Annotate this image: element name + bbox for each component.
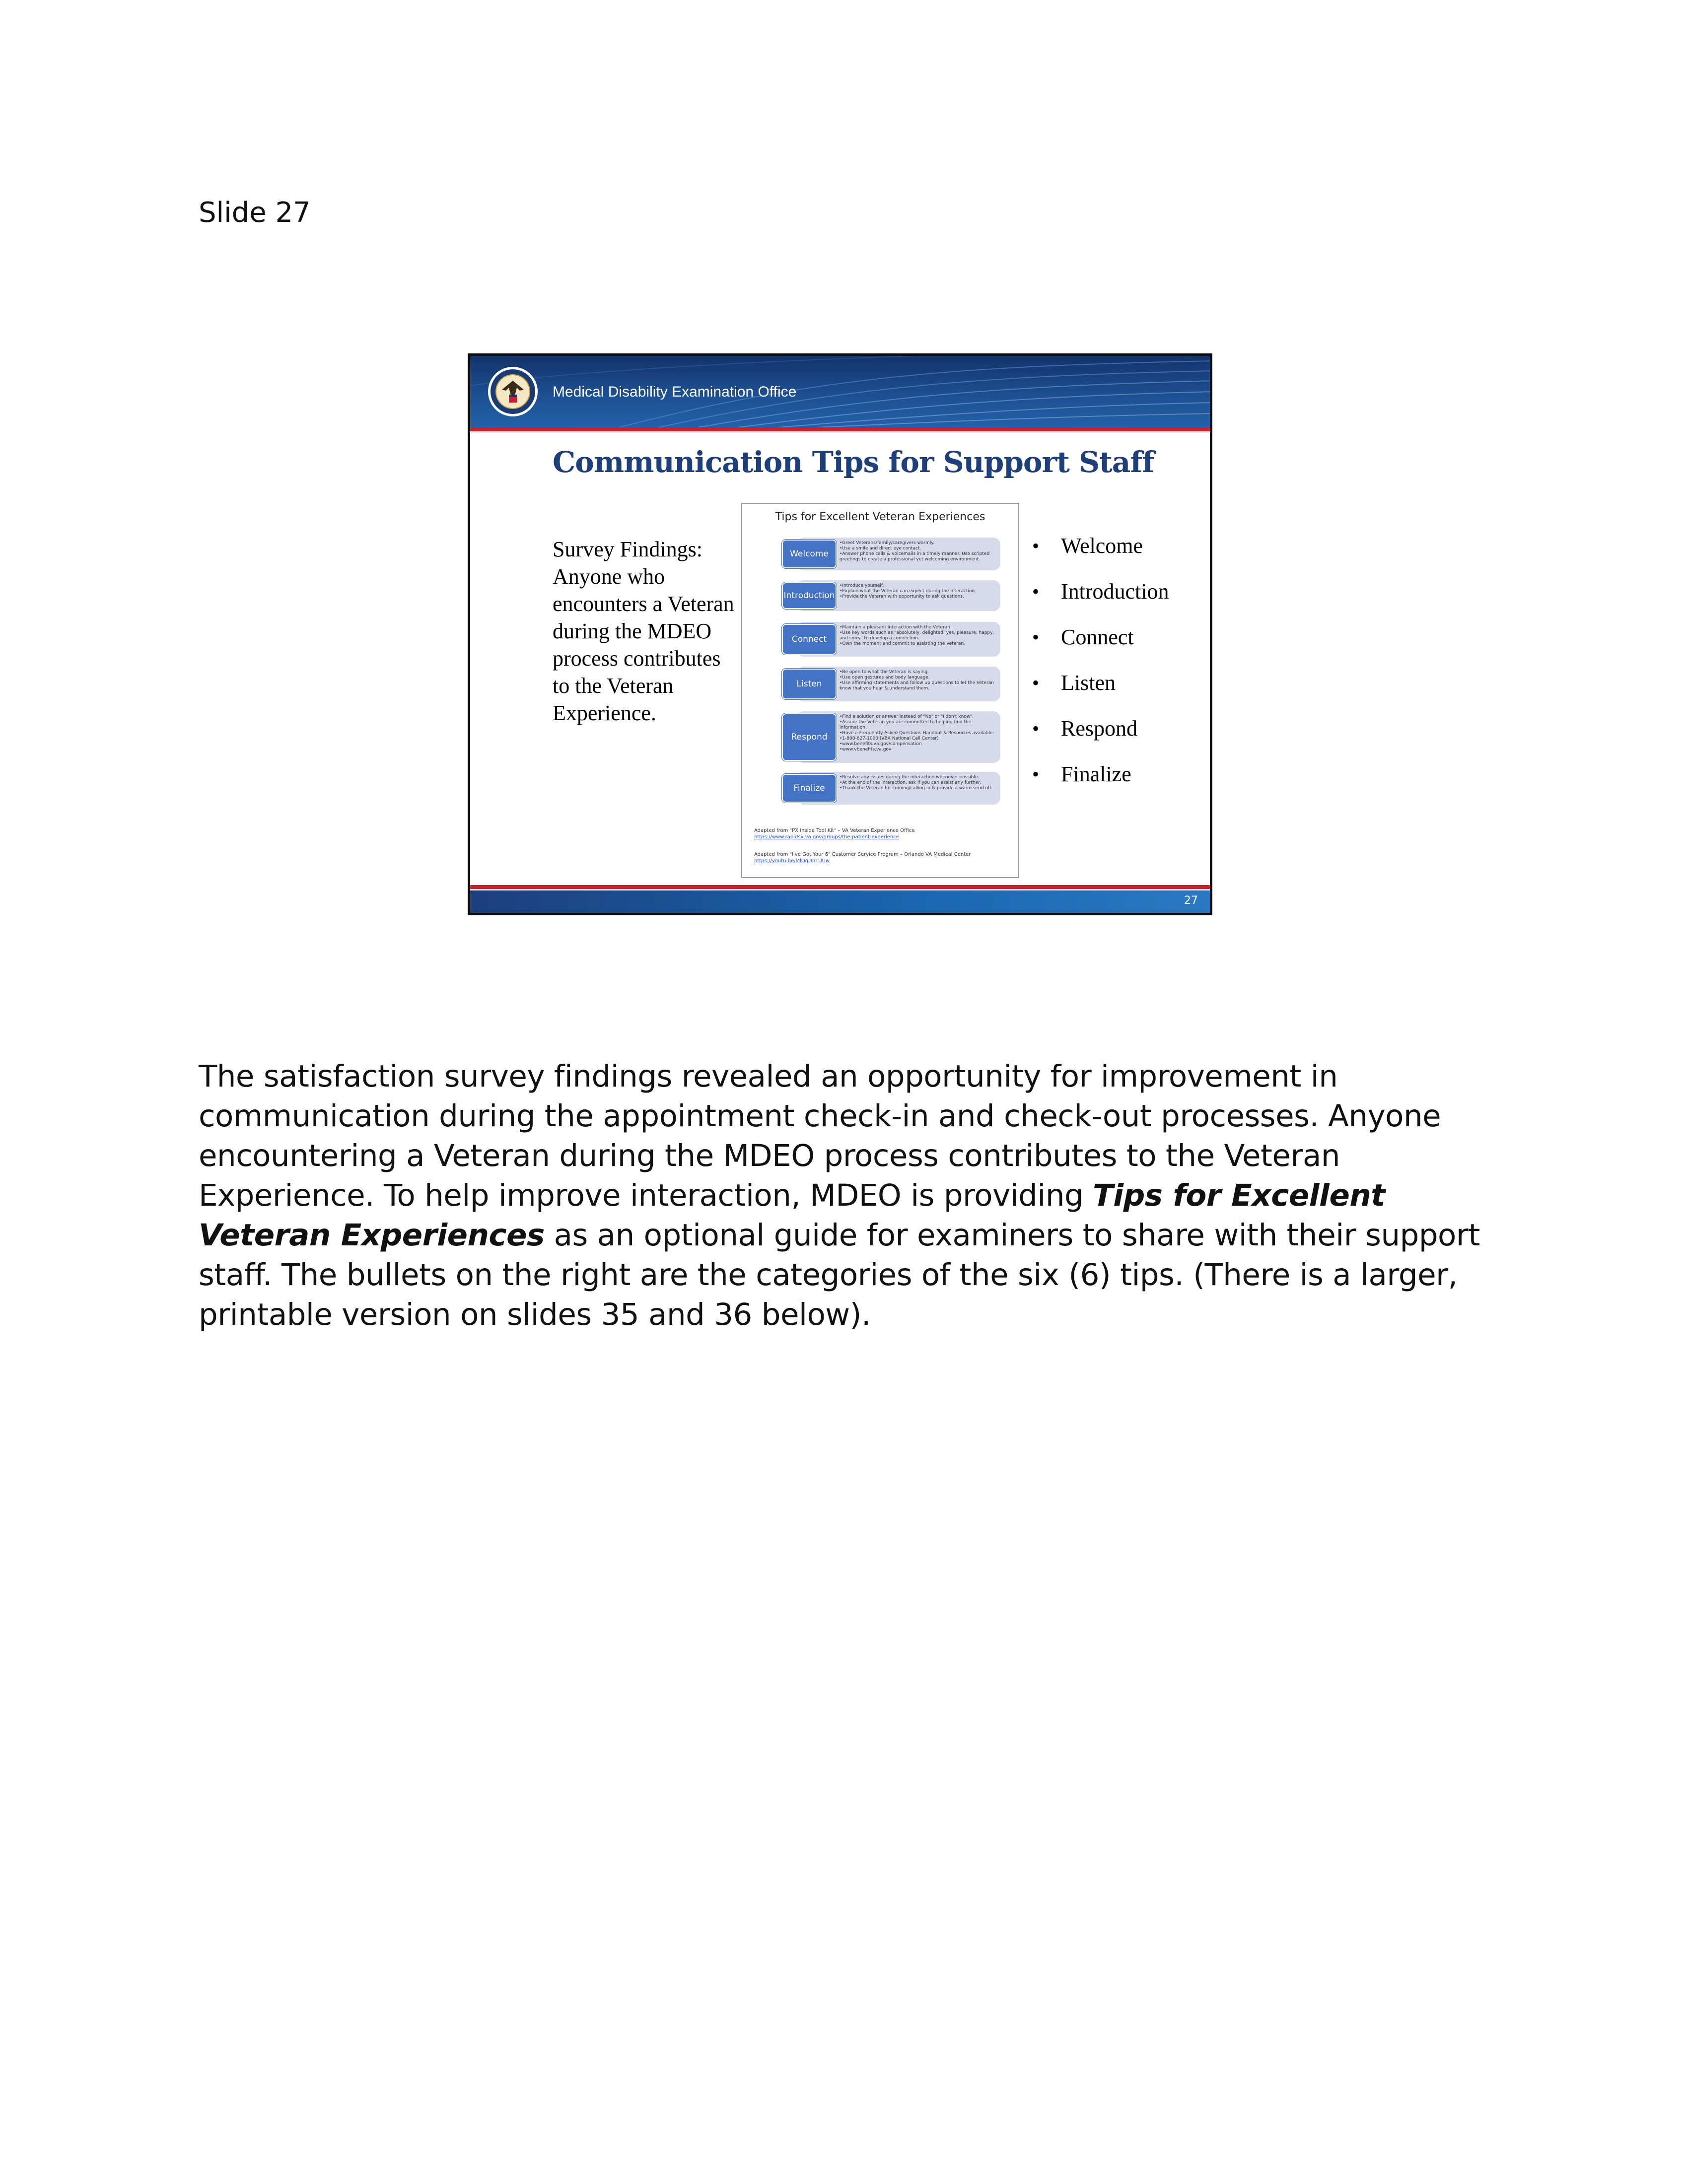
notes-text-part-1: The satisfaction survey findings revealed an opportunity for improvement in communication during the appointment check-in and check-out processes. Anyone encountering a Veteran during the MDEO process contributes to the Veteran Experience. To help improve interaction, MDEO is providing xyxy=(199,1059,1441,1213)
slide-number: 27 xyxy=(1184,894,1198,907)
tip-row-respond xyxy=(782,711,1000,763)
bullet-item: • Finalize xyxy=(1032,762,1169,808)
slide-header xyxy=(470,356,1210,427)
infographic-footnote-2 xyxy=(754,851,971,864)
bullet-item: • Connect xyxy=(1032,625,1169,671)
tip-row-connect xyxy=(782,622,1000,657)
infographic-footnote-1 xyxy=(754,827,914,840)
tip-label-finalize: Finalize xyxy=(782,774,837,803)
tip-text: •Greet Veterans/family/caregivers warmly. •Use a smile and direct eye contact. •Answer phone calls & voicemails in a timely manner. Use scripted greetings to create a professional yet welcoming environment. xyxy=(797,538,1000,570)
slide-footer xyxy=(470,890,1210,915)
footer-red-stripe xyxy=(470,885,1210,889)
footnote-text: Adapted from "I've Got Your 6" Customer Service Program – Orlando VA Medical Center xyxy=(754,852,971,857)
tip-text: •Maintain a pleasant interaction with the Veteran. •Use key words such as "absolutely, delighted, yes, pleasure, happy, and sorry" to develop a connection. •Own the moment and commit to assisting the Veteran. xyxy=(797,622,1000,657)
tip-row-listen xyxy=(782,667,1000,701)
notes-paragraph xyxy=(199,1057,1499,1335)
tip-text: •Find a solution or answer instead of "No" or "I don't know". •Assure the Veteran you are committed to helping find the information. •Have a Frequently Asked Questions Handout & Resources available: •1-800-827-1000 (VBA National Call Center) •www.benefits.va.gov/compensation •www.vbenefits.va.gov xyxy=(797,711,1000,763)
tip-row-finalize xyxy=(782,772,1000,805)
infographic-title: Tips for Excellent Veteran Experiences xyxy=(775,511,985,523)
notes-text-part-2: as an optional guide for examiners to share with their support staff. The bullets on the right are the categories of the six (6) tips. (There is a larger, printable version on slides 35 and 36 below). xyxy=(199,1218,1480,1332)
page-label: Slide 27 xyxy=(199,197,311,229)
bullet-item: • Introduction xyxy=(1032,579,1169,625)
header-red-stripe xyxy=(470,427,1210,431)
bullet-item: • Listen xyxy=(1032,671,1169,716)
footnote-link[interactable]: https://www.rapidsx.va.gov/groups/the-patient-experience xyxy=(754,834,899,840)
bullet-item: • Respond xyxy=(1032,716,1169,762)
slide-title: Communication Tips for Support Staff xyxy=(553,445,1154,479)
footnote-link[interactable]: https://youtu.be/MlOgDnTUUw xyxy=(754,858,830,864)
tip-text: •Introduce yourself. •Explain what the Veteran can expect during the interaction. •Provide the Veteran with opportunity to ask questions. xyxy=(797,580,1000,611)
header-white-stripe xyxy=(470,431,1210,433)
tip-text: •Be open to what the Veteran is saying. •Use open gestures and body language. •Use affirming statements and follow up questions to let the Veteran know that you hear & understand them. xyxy=(797,667,1000,701)
va-seal-icon xyxy=(487,366,539,417)
tip-label-welcome: Welcome xyxy=(782,540,837,568)
tip-row-introduction xyxy=(782,580,1000,611)
tip-label-respond: Respond xyxy=(782,713,837,761)
tip-label-connect: Connect xyxy=(782,624,837,655)
office-name: Medical Disability Examination Office xyxy=(553,384,797,400)
slide-thumbnail xyxy=(468,353,1212,915)
tip-label-introduction: Introduction xyxy=(782,582,837,609)
tip-row-welcome xyxy=(782,538,1000,570)
tip-categories-list xyxy=(1032,534,1169,808)
tip-label-listen: Listen xyxy=(782,669,837,699)
footnote-text: Adapted from "PX Inside Tool Kit" – VA Veteran Experience Office xyxy=(754,828,915,833)
tip-text: •Resolve any issues during the interaction whenever possible. •At the end of the interaction, ask if you can assist any further. •Thank the Veteran for coming/calling in & provide a warm send off. xyxy=(797,772,1000,805)
survey-findings-text: Survey Findings: Anyone who encounters a Veteran during the MDEO process contributes to the Veteran Experience. xyxy=(553,537,734,725)
notes-emphasis: Tips for Excellent Veteran Experiences xyxy=(199,1178,1385,1253)
tips-infographic xyxy=(741,503,1019,878)
bullet-item: • Welcome xyxy=(1032,534,1169,579)
